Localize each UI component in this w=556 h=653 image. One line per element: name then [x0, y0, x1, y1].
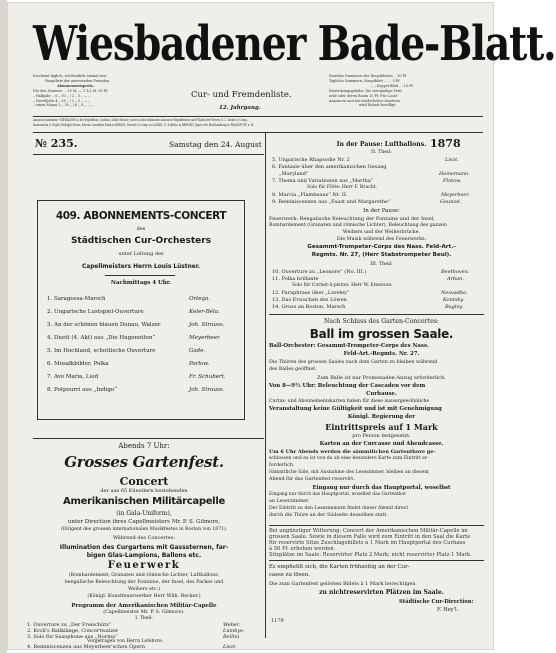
- program-item: 9. Reminiscenzen aus „Faust und Margarethe“: [272, 199, 391, 205]
- program-item-title: 1. Saragossa-Marsch: [47, 296, 106, 302]
- evening-time: Abends 7 Uhr:: [118, 442, 170, 450]
- concert-orchestra: Städtischen Cur-Orchesters: [70, 236, 212, 246]
- part-one-label: I. Theil:: [135, 616, 153, 621]
- program-item: 10. Ouverture zu „Leonore“ (No. III.): [272, 269, 367, 275]
- concert-conductor: Capellmeisters Herrn Louis Lüstner.: [82, 262, 200, 270]
- fireworks-2-line: Bombardement (Granaten und römische Lichter), Beleuchtung des ganzen: [269, 223, 447, 228]
- program-item-title: 8. Potpourri aus „Indigo“: [47, 387, 118, 393]
- program-item-title: 3. An der schönen blauen Donau, Walzer: [47, 322, 161, 328]
- rule: [33, 132, 483, 133]
- program-item: 4. Reminiscenzen aus Meyerbeer'schen Opern: [27, 644, 145, 650]
- newspaper-page: Wiesbadener Bade-Blatt. Erscheint täglich; wöchentlich einmal eine Hauptliste der anwesenden Fremden. Abonnementspreis: Für den Sommer ... 10 M. — 1 1/2 M. 50 Pf. „ Halbjahr .. 6 „ 50 „ | 2 „ 3 „ — „ „ Vierteljahr 4 „ 50 „ | 3 „ 5 „ — „ „ einen Monat 2 „ 50 „ | 6 „ 8 „ — „ Cur- und Fremdenliste. 12. Jahrgang. Einzelne Nummern des Hauptblattes .. 10 Pf. Tägliche Nummern, Hauptblatt ....... 5 Pf. „ „ Doppel-Blatt ... 10 Pf. Einrückungsgebühr: Die vierspaltige Petit- zeile oder deren Raum 15 Pf. Für Local- Annoncen und bei wiederholter Insertion wird Rabatt bewilligt. Annoncen-Annahme: WIESBADEN in der Expedition, Curhaus, Dalbo-Strasse; sowie in den bekannten Annoncen-Expeditionen und Filialen der Herren G. L. Daube & Comp., Haasenstein & Vogler, Rudolph Mosse, Bureau: Invaliden-Dank in BERLIN, Dietrich & Comp. in CASSEL, E. Schlotte in BREMEN, Jäger'sche Buchhandlung in FRANKFURT a. M. № 235. Samstag den 24. August 1878 409. ABONNEMENTS-CONCERT des Städtischen Cur-Orchesters unter Leitung des Capellmeisters Herrn Louis Lüstner. Nachmittags 4 Uhr. 1. Saragossa-Marsch Ortega. 2. Ungarische Lustspiel-Ouverture Keler-Béla. 3. An der schönen blauen Donau, Walzer Joh. Strauss. 4. Duett (4. Akt) aus „Die Hugenotten“ Meyerbeer. 5. Im Hochland, schottische Ouverture Gade. 6. Mosaïkbilder, Polka Parlow. 7. Ave Maria, Lied Fr. Schubert. 8. Potpourri aus „Indigo“ Joh. Strauss. Abends 7 Uhr: Grosses Gartenfest. Concert der aus 65 Künstlern bestehenden Amerikanischen Militärcapelle (in Gala-Uniform), unter Direction ihres Capellmeisters Mr. P. S. Gilmore, (Dirigent des grossen internationalen Musikfestes in Boston von 1871). Während des Concertes: Illumination des Curgartens mit Gasssternen, far- bigen Glas-Lampions, Ballons etc. Feuerwerk (Bombardement; Granaten und römische Lichter, Luftballons, bengalische Beleuchtung der Fontaine, der Insel, des Parkes und Weihers etc.) (Königl. Kunstfeuerwerker Herr Wilh. Becker.) Programm der Amerikanischen Militär-Capelle (Capellmeister Mr. P. S. Gilmore). I. Theil: 1. Ouverture zu „Der Freischütz“ Weber. 2. Kroll's Ballklänge, Concertwalzer Lumbye. 3. Solo für Saxophone aus „Norma“ Bellini. Vorgetragen von Herrn Lefebvre. 4. Reminiscenzen aus Meyerbeer'schen Opern Liszt. In der Pause: Luftballons. II. Theil: 5. Ungarische Rhapsodie Nr. 2 Liszt. 6. Fantasie über den amerikanischen Gesang „Maryland“ Heinemann. 7. Thema und Variationen aus „Martha“ Flotow. Solo für Flöte: Herr F. Bracht. 8. Marcia „Flambeaux“ Nr. II. Meyerbeer. 9. Reminiscenzen aus „Faust und Margarethe“ Gounod. In der Pause: Feuerwerk: Bengalische Beleuchtung der Fontaine und der Insel, Bombardement (Granaten und römische Lichter), Beleuchtung des ganzen Weihers und der Weiherbrücke. Die Musik während des Feuerwerks: Gesammt-Trompeter-Corps des Nass. Feld-Art.- Regmts. Nr. 27, (Herr Stabstrompeter Beul). III. Theil: 10. Ouverture zu „Leonore“ (No. III.) Beethoven. 11. Polka brillante Arban. Solo für Cornet-à-piston: Herr W. Emerson. 12. Paraphrase über „Loreley“ Nesvadba. 13. Das Erwachen des Löwen Kontsky. 14. Gruss an Boston, Marsch Bagley. Nach Schluss des Garten-Concertes: Ball im grossen Saale. Ball-Orchester: Gesammt-Trompeter-Corps des Nass. Feld-Art.-Regmts. Nr. 27. Die Thüren des grossen Saales nach dem Garten zu bleiben während des Balles geöffnet. Zum Balle ist nur Promenaden-Anzug erforderlich. Von 8—9½ Uhr: Beleuchtung der Cascaden vor dem Curhause. Curtax- und Abonnementskarten haben für diese aussergewöhnliche Veranstaltung keine Gültigkeit und ist mit Genehmigung Königl. Regierung der Eintrittspreis auf 1 Mark pro Person festgesetzt. Karten an der Curcasse und Abendcasse. Um 6 Uhr Abends werden die sämmtlichen Gartenthore ge- schlossen und es ist von da ab eine besondere Karte zum Eintritt er- forderlich. Sämmtliche Säle, mit Ausnahme des Lesezimmer, bleiben an diesem Abend für das Gartenfest reservirt. Eingang nur durch das Hauptportal, woselbst Eingang nur durch das Hauptportal, woselbst das Gartenthor an Leserzimmer. Der Eintritt zu den Lesezimmern findet dieser Abend direct durch die Thüre an der Südseite desselben statt. Bei ungünstiger Witterung: Concert der Amerikanischen Militär-Capelle im grossen Saale. Sowie in diesem Falle wird zum Eintritt in den Saal die Karte für reservirte Sitze Zuschlagsbillets à 1 Mark im Hauptportal des Curhaus à 50 Pf. erhoben werden. Sitzplätze im Saale: Reservirter Platz 2 Mark; nicht reservirter Platz 1 Mark. Es empfiehlt sich, die Karten frühzeitig an der Cur- casse zu lösen. Die zum Gartenfest gelösten Billets à 1 Mark berechtigen zu nichtreservirten Plätzen im Saale. Städtische Cur-Direction: F. Hey'l. 1179: [7, 2, 494, 650]
- evening-performers: der aus 65 Künstlern bestehenden: [100, 488, 188, 494]
- price-line: Tägliche Nummern, Hauptblatt ....... 5 Pf.: [329, 78, 401, 83]
- rule: [33, 154, 264, 155]
- note-line: Von 8—9½ Uhr: Beleuchtung der Cascaden vor dem: [269, 383, 426, 389]
- program-item: [47, 336, 155, 342]
- note-line: Eingang nur durch das Hauptportal, woselbst: [312, 485, 451, 491]
- program-title: Programm der Amerikanischen Militär-Capelle: [71, 603, 217, 609]
- masthead-subtitle: Cur- und Fremdenliste.: [191, 90, 292, 100]
- program-item: [47, 388, 117, 394]
- program-item: [47, 310, 144, 316]
- note-line: Um 6 Uhr Abends werden die sämmtlichen Gartenthore ge-: [269, 449, 436, 455]
- subscription-line: „ Vierteljahr 4 „ 50 „ | 3 „ 5 „ — „: [33, 98, 91, 103]
- fireworks-line: (Königl. Kunstfeuerwerker Herr Wilh. Becker.): [87, 594, 201, 599]
- part-two-label: II. Theil:: [371, 150, 392, 155]
- evening-during: Während des Concertes:: [112, 535, 175, 541]
- note-line: durch die Thüre an der Südseite desselben statt.: [269, 513, 388, 518]
- pause-label: In der Pause:: [363, 208, 400, 214]
- masthead-left-box: [33, 75, 153, 108]
- rule: [269, 525, 484, 526]
- subscription-line: Für den Sommer ... 10 M. — 1 1/2 M. 50 Pf.: [33, 88, 109, 93]
- program-item-title: 4. Duett (4. Akt) aus „Die Hugenotten“: [47, 335, 156, 341]
- note-line: Eingang nur durch das Hauptportal, woselbst das Gartenthor: [269, 492, 407, 497]
- ball-headline: Ball im grossen Saale.: [309, 327, 454, 341]
- note-line: Veranstaltung keine Gültigkeit und ist mit Genehmigung: [269, 406, 442, 412]
- volume-label: 12. Jahrgang.: [219, 105, 261, 111]
- footnote-line: à 50 Pf. erhoben werden.: [269, 546, 336, 552]
- annonce-strip-line: Annoncen-Annahme: WIESBADEN in der Expedition, Curhaus, Dalbo-Strasse; sowie in den bekannten Annoncen-Expeditionen und Filialen der Herren G. L. Daube & Comp.,: [33, 118, 249, 122]
- evening-uniform: (in Gala-Uniform),: [116, 510, 172, 517]
- program-item-note: Solo für Cornet-à-piston: Herr W. Emerson.: [292, 283, 393, 288]
- illumination-line: Illumination des Curgartens mit Gasssternen, far-: [59, 544, 229, 551]
- signature-office: Städtische Cur-Direction:: [399, 599, 474, 605]
- subscription-line: „ einen Monat 2 „ 50 „ | 6 „ 8 „ — „: [33, 103, 94, 108]
- rule: [33, 438, 264, 439]
- program-item: 11. Polka brillante: [272, 276, 319, 282]
- program-item: [47, 349, 156, 355]
- price-line: Einzelne Nummern des Hauptblattes .. 10 Pf.: [329, 74, 407, 78]
- note-line: Curhause.: [366, 391, 397, 397]
- evening-concert: Concert: [119, 475, 169, 488]
- program-item-note: Vorgetragen von Herrn Lefebvre.: [87, 639, 164, 644]
- note-line: Karten an der Curcasse und Abendcasse.: [319, 441, 444, 447]
- program-item: [47, 375, 98, 381]
- concert-leitung: unter Leitung des: [118, 251, 164, 257]
- program-item: 2. Kroll's Ballklänge, Concertwalzer: [27, 628, 119, 634]
- hint-line: Die zum Gartenfest gelösten Billets à 1 Mark berechtigen: [269, 581, 416, 587]
- program-item: 13. Das Erwachen des Löwen: [272, 297, 347, 303]
- ball-orchestra: Ball-Orchester: Gesammt-Trompeter-Corps des Nass.: [269, 343, 429, 349]
- hint-line: zu nichtreservirten Plätzen im Saale.: [319, 589, 444, 596]
- issue-number: № 235.: [35, 137, 78, 150]
- price-line: Annoncen und bei wiederholter Insertion: [329, 98, 400, 103]
- fireworks-2-line: Regmts. Nr. 27, (Herr Stabstrompeter Beul).: [311, 252, 452, 258]
- fireworks-2-line: Feuerwerk: Bengalische Beleuchtung der Fontaine und der Insel,: [269, 216, 435, 222]
- evening-direction: unter Direction ihres Capellmeisters Mr. P. S. Gilmore,: [67, 519, 221, 525]
- subscription-heading: Abonnementspreis:: [57, 83, 94, 88]
- note-line: pro Person festgesetzt.: [352, 433, 411, 439]
- program-item: [47, 323, 160, 329]
- price-line: „ „ Doppel-Blatt ... 10 Pf.: [371, 83, 414, 88]
- price-line: Einrückungsgebühr: Die vierspaltige Petit-: [329, 88, 403, 93]
- masthead-title: Wiesbadener Bade-Blatt.: [33, 16, 556, 72]
- column-divider: [265, 133, 266, 638]
- program-item-title: 7. Ave Maria, Lied: [47, 374, 99, 380]
- program-item: [47, 297, 106, 303]
- program-item-title: 6. Mosaïkbilder, Polka: [47, 361, 109, 367]
- footnote-line: Bei ungünstiger Witterung: Concert der Amerikanischen Militär-Capelle im: [269, 528, 468, 534]
- program-item: [47, 362, 109, 368]
- fireworks-2-line: Die Musik während des Feuerwerks:: [336, 237, 427, 242]
- subscription-line: „ Halbjahr .. 6 „ 50 „ | 2 „ 3 „ — „: [33, 93, 91, 98]
- fireworks-line: (Bombardement; Granaten und römische Lichter, Luftballons,: [68, 573, 220, 578]
- subscription-line: Erscheint täglich; wöchentlich einmal eine: [33, 74, 107, 78]
- pause-balloons: In der Pause: Luftballons.: [336, 141, 427, 148]
- fireworks-heading: Feuerwerk: [107, 560, 181, 571]
- fireworks-line: Weihers etc.): [128, 587, 160, 592]
- part-three-label: III. Theil:: [370, 262, 393, 267]
- note-line: Curtax- und Abonnementskarten haben für diese aussergewöhnliche: [269, 399, 430, 404]
- program-item-title: 2. Ungarische Lustspiel-Ouverture: [47, 309, 144, 315]
- note-line: Abend für das Gartenfest reservirt.: [269, 477, 355, 482]
- issue-date: Samstag den 24. August: [169, 140, 262, 149]
- footnote-line: grossen Saale. Sowie in diesem Falle wird zum Eintritt in den Saal die Karte: [269, 534, 471, 540]
- hint-line: Es empfiehlt sich, die Karten frühzeitig an der Cur-: [269, 564, 410, 570]
- note-line: des Balles geöffnet.: [269, 367, 317, 372]
- after-concert: Nach Schluss des Garten-Concertes:: [323, 318, 439, 325]
- gartenfest-headline: Grosses Gartenfest.: [64, 453, 224, 471]
- annonce-strip-line: Haasenstein & Vogler, Rudolph Mosse, Bureau: Invaliden-Dank in BERLIN, Dietrich & Comp. in CASSEL, E. Schlotte in BREMEN, Jäger'sche Buchhandlung in FRANKFURT a. M.: [33, 123, 255, 127]
- fireworks-2-line: Weihers und der Weiherbrücke.: [342, 230, 421, 235]
- program-item: 1. Ouverture zu „Der Freischütz“: [27, 622, 112, 628]
- masthead-right-box: [329, 75, 479, 108]
- rule: [33, 116, 483, 117]
- note-line: Eintrittspreis auf 1 Mark: [325, 422, 438, 432]
- note-line: Sämmtliche Säle, mit Ausnahme des Lesezimmer, bleiben an diesem: [269, 470, 429, 475]
- illumination-line: bigen Glas-Lampions, Ballons etc.: [86, 552, 202, 559]
- rule: [269, 560, 484, 561]
- note-line: forderlich.: [269, 463, 295, 468]
- program-item-note: Solo für Flöte: Herr F. Bracht.: [307, 185, 378, 190]
- binding-edge: [0, 0, 7, 653]
- issue-year: 1878: [430, 137, 461, 150]
- concert-time: Nachmittags 4 Uhr.: [110, 280, 172, 286]
- fireworks-line: bengalische Beleuchtung der Fontaine, der Insel, des Parkes und: [64, 580, 224, 585]
- program-item: 3. Solo für Saxophone aus „Norma“: [27, 634, 118, 640]
- program-item-title: 5. Im Hochland, schottische Ouverture: [47, 348, 156, 354]
- program-item: 6. Fantasie über den amerikanischen Gesang: [272, 164, 387, 170]
- rule: [105, 275, 175, 276]
- price-line: zeile oder deren Raum 15 Pf. Für Local-: [329, 93, 398, 98]
- program-item: 14. Gruss an Boston, Marsch: [272, 304, 346, 310]
- note-line: Zum Balle ist nur Promenaden-Anzug erforderlich.: [317, 375, 446, 381]
- program-item: „Maryland“: [279, 171, 309, 177]
- subscription-line: Hauptliste der anwesenden Fremden.: [45, 78, 111, 83]
- signature-name: F. Hey'l.: [437, 607, 459, 613]
- program-item: 12. Paraphrase über „Loreley“: [272, 290, 350, 296]
- note-line: Die Thüren des grossen Saales nach dem Garten zu bleiben während: [269, 360, 438, 365]
- rule: [269, 314, 484, 315]
- concert-title: 409. ABONNEMENTS-CONCERT: [55, 210, 227, 222]
- note-line: Königl. Regierung der: [347, 414, 416, 420]
- fireworks-2-line: Gesammt-Trompeter-Corps des Nass. Feld-Art.-: [307, 244, 456, 250]
- evening-direction-note: (Dirigent des grossen internationalen Musikfestes in Boston von 1871).: [60, 527, 228, 532]
- hint-line: casse zu lösen.: [269, 572, 310, 578]
- note-line: schlossen und es ist von da ab eine besondere Karte zum Eintritt er-: [269, 456, 429, 461]
- note-line: Der Eintritt zu den Lesezimmern findet dieser Abend direct: [269, 506, 409, 511]
- program-subtitle: (Capellmeister Mr. P. S. Gilmore).: [103, 610, 185, 615]
- program-item: 7. Thema und Variationen aus „Martha“: [272, 178, 374, 184]
- evening-band: Amerikanischen Militärcapelle: [63, 496, 225, 507]
- concert-des: des: [136, 226, 146, 232]
- footnote-line: Sitzplätze im Saale: Reservirter Platz 2 Mark; nicht reservirter Platz 1 Mark.: [269, 552, 472, 558]
- program-item: 5. Ungarische Rhapsodie Nr. 2: [272, 157, 350, 163]
- price-line: wird Rabatt bewilligt.: [359, 103, 397, 108]
- note-line: an Leserzimmer.: [269, 499, 310, 504]
- program-item: 8. Marcia „Flambeaux“ Nr. II.: [272, 192, 348, 198]
- page-number: 1179: [271, 618, 284, 624]
- ball-orchestra: Feld-Art.-Regmts. Nr. 27.: [343, 351, 420, 357]
- footnote-line: für reservirte Sitze Zuschlagsbillets à 1 Mark im Hauptportal des Curhaus: [269, 540, 466, 546]
